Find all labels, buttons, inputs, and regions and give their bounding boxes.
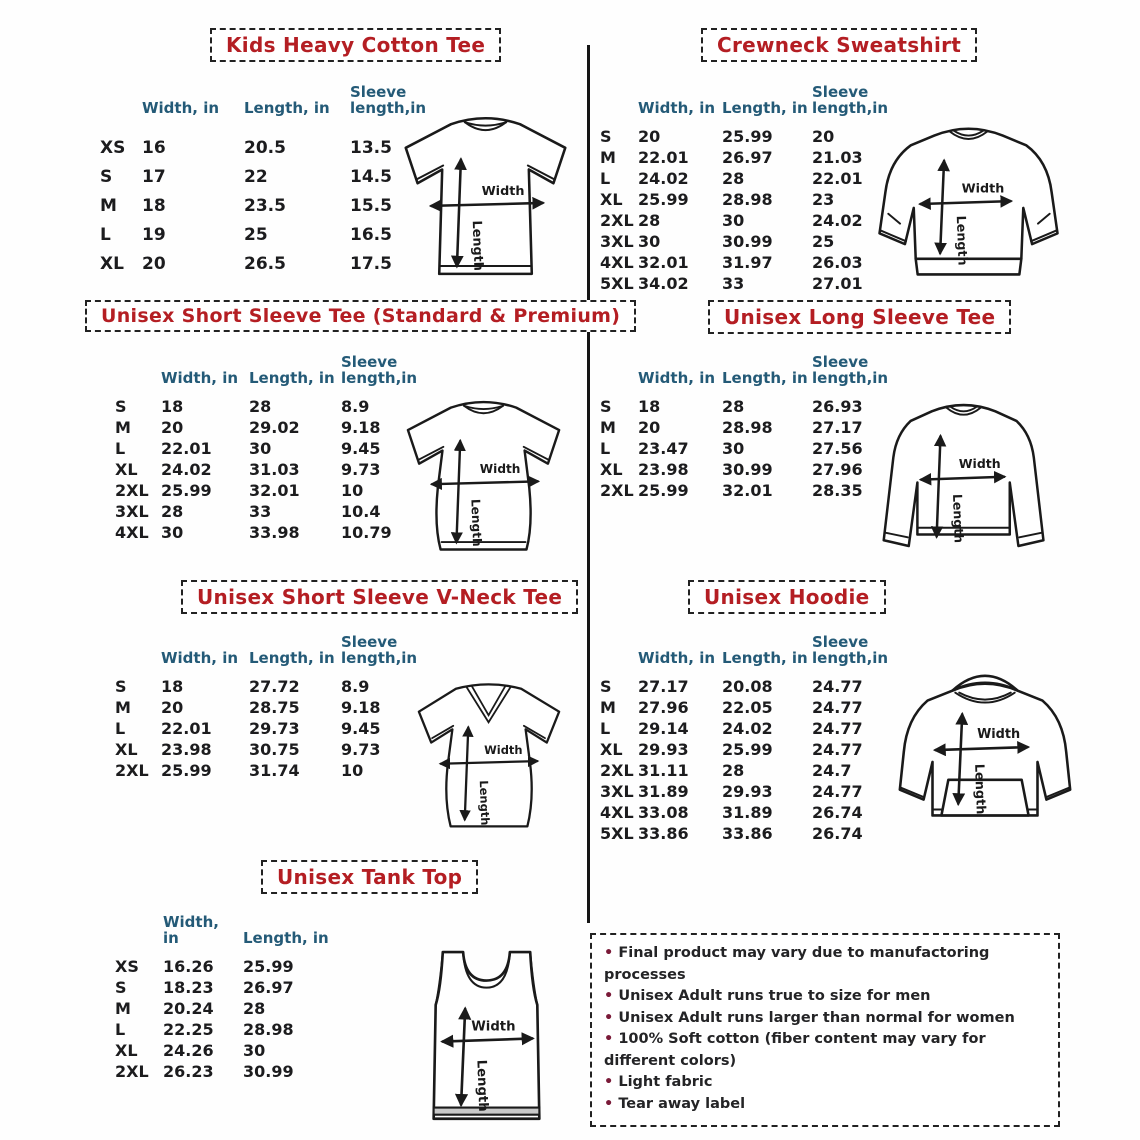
table-row bbox=[600, 696, 882, 717]
measurement-value: 22 bbox=[244, 167, 268, 187]
measurement-value: 20.08 bbox=[722, 677, 773, 696]
measurement-value: 27.96 bbox=[812, 460, 863, 479]
table-row bbox=[115, 500, 411, 521]
measurement-value: 31.89 bbox=[638, 782, 689, 801]
size-label: 3XL bbox=[115, 502, 149, 521]
measurement-value: 24.02 bbox=[161, 460, 212, 479]
measurement-value: 17.5 bbox=[350, 254, 392, 274]
column-header: Sleeve length,in bbox=[812, 353, 889, 387]
section-unisex-short-sleeve-tee bbox=[85, 300, 621, 572]
column-header: Sleeve length,in bbox=[350, 83, 427, 117]
table-row bbox=[600, 416, 882, 437]
table-row bbox=[115, 675, 411, 696]
measurement-value: 24.02 bbox=[812, 211, 863, 230]
measurement-value: 18 bbox=[161, 677, 184, 696]
measurement-value: 23.98 bbox=[161, 740, 212, 759]
size-label: XS bbox=[100, 138, 126, 158]
size-label: S bbox=[115, 978, 127, 997]
measurement-value: 16.5 bbox=[350, 225, 392, 245]
measurement-value: 27.01 bbox=[812, 274, 863, 293]
measurement-value: 10 bbox=[341, 761, 364, 780]
hoodie-illustration bbox=[881, 664, 1089, 854]
table-row bbox=[115, 1039, 339, 1060]
measurement-value: 26.97 bbox=[722, 148, 773, 167]
size-label: L bbox=[115, 719, 126, 738]
size-label: S bbox=[100, 167, 113, 187]
table-row bbox=[115, 1060, 339, 1081]
note-item: • Final product may vary due to manufactoring processes bbox=[604, 943, 1048, 986]
measurement-value: 30 bbox=[243, 1041, 266, 1060]
measurement-value: 18 bbox=[161, 397, 184, 416]
measurement-value: 25 bbox=[812, 232, 835, 251]
measurement-value: 31.89 bbox=[722, 803, 773, 822]
size-label: XL bbox=[115, 740, 138, 759]
measurement-value: 30 bbox=[638, 232, 661, 251]
measurement-value: 18.23 bbox=[163, 978, 214, 997]
section-title: Unisex Short Sleeve V-Neck Tee bbox=[197, 585, 563, 609]
column-divider bbox=[587, 45, 590, 923]
size-table bbox=[600, 628, 889, 843]
measurement-value: 9.18 bbox=[341, 698, 381, 717]
size-label: M bbox=[600, 698, 616, 717]
table-row bbox=[115, 717, 411, 738]
size-label: 2XL bbox=[115, 481, 149, 500]
table-row bbox=[115, 976, 339, 997]
size-table bbox=[115, 348, 418, 542]
measurement-value: 27.96 bbox=[638, 698, 689, 717]
measurement-value: 22.01 bbox=[638, 148, 689, 167]
measurement-value: 16 bbox=[142, 138, 166, 158]
table-row bbox=[600, 717, 882, 738]
table-row bbox=[115, 955, 339, 976]
width-arrow-label: Width bbox=[484, 743, 523, 758]
table-header-row bbox=[115, 348, 418, 387]
size-label: 4XL bbox=[600, 253, 634, 272]
width-arrow-label: Width bbox=[471, 1019, 516, 1035]
measurement-value: 20 bbox=[161, 698, 184, 717]
measurement-value: 20 bbox=[142, 254, 166, 274]
column-header: Sleeve length,in bbox=[812, 633, 889, 667]
column-header: Width, in bbox=[638, 649, 716, 667]
measurement-value: 29.73 bbox=[249, 719, 300, 738]
note-item: • 100% Soft cotton (fiber content may vary for different colors) bbox=[604, 1029, 1048, 1072]
column-header: Sleeve length,in bbox=[341, 353, 418, 387]
section-unisex-v-neck-tee bbox=[85, 580, 585, 852]
measurement-value: 33.08 bbox=[638, 803, 689, 822]
measurement-value: 15.5 bbox=[350, 196, 392, 216]
column-header: Sleeve length,in bbox=[812, 83, 889, 117]
measurement-value: 21.03 bbox=[812, 148, 863, 167]
measurement-value: 10.79 bbox=[341, 523, 392, 542]
measurement-value: 23 bbox=[812, 190, 835, 209]
measurement-value: 29.93 bbox=[638, 740, 689, 759]
section-title-box bbox=[181, 580, 578, 614]
table-row bbox=[115, 738, 411, 759]
measurement-value: 10 bbox=[341, 481, 364, 500]
table-row bbox=[115, 521, 411, 542]
measurement-value: 33.86 bbox=[638, 824, 689, 843]
table-row bbox=[600, 801, 882, 822]
measurement-value: 28.98 bbox=[722, 190, 773, 209]
tank-top-illustration bbox=[417, 946, 557, 1134]
measurement-value: 24.77 bbox=[812, 740, 863, 759]
table-row bbox=[100, 216, 436, 245]
table-header-row bbox=[600, 348, 889, 387]
note-item: • Unisex Adult runs larger than normal for women bbox=[604, 1008, 1048, 1030]
measurement-value: 29.02 bbox=[249, 418, 300, 437]
measurement-value: 28 bbox=[722, 169, 745, 188]
size-label: 2XL bbox=[115, 1062, 149, 1081]
size-label: L bbox=[115, 1020, 126, 1039]
size-label: 2XL bbox=[115, 761, 149, 780]
column-header: Sleeve length,in bbox=[341, 633, 418, 667]
note-item: • Unisex Adult runs true to size for men bbox=[604, 986, 1048, 1008]
measurement-value: 27.17 bbox=[812, 418, 863, 437]
measurement-value: 26.97 bbox=[243, 978, 294, 997]
measurement-value: 25.99 bbox=[638, 481, 689, 500]
width-arrow-label: Width bbox=[481, 184, 525, 200]
size-label: S bbox=[115, 397, 127, 416]
size-table bbox=[115, 908, 339, 1081]
size-table bbox=[100, 78, 436, 274]
length-arrow-label: Length bbox=[468, 220, 486, 272]
section-title-box bbox=[688, 580, 886, 614]
measurement-value: 28.75 bbox=[249, 698, 300, 717]
measurement-value: 30.99 bbox=[243, 1062, 294, 1081]
section-title: Unisex Long Sleeve Tee bbox=[724, 305, 996, 329]
measurement-value: 8.9 bbox=[341, 397, 370, 416]
width-arrow-label: Width bbox=[958, 456, 1001, 472]
column-header: Width, in bbox=[638, 369, 716, 387]
measurement-value: 9.18 bbox=[341, 418, 381, 437]
size-label: 3XL bbox=[600, 232, 634, 251]
table-row bbox=[600, 822, 882, 843]
measurement-value: 27.56 bbox=[812, 439, 863, 458]
table-row bbox=[115, 479, 411, 500]
size-label: XL bbox=[600, 190, 623, 209]
column-header: Length, in bbox=[722, 99, 808, 117]
measurement-value: 26.74 bbox=[812, 803, 863, 822]
measurement-value: 27.72 bbox=[249, 677, 300, 696]
column-header: Width, in bbox=[161, 649, 239, 667]
section-title: Kids Heavy Cotton Tee bbox=[226, 33, 486, 57]
size-label: 4XL bbox=[600, 803, 634, 822]
measurement-value: 25.99 bbox=[243, 957, 294, 976]
measurement-value: 20.5 bbox=[244, 138, 286, 158]
size-label: XL bbox=[100, 254, 124, 274]
table-header-row bbox=[115, 908, 339, 946]
table-row bbox=[600, 759, 882, 780]
measurement-value: 33.98 bbox=[249, 523, 300, 542]
measurement-value: 8.9 bbox=[341, 677, 370, 696]
size-label: S bbox=[600, 397, 612, 416]
length-arrow-label: Length bbox=[949, 493, 967, 544]
measurement-value: 33 bbox=[722, 274, 745, 293]
measurement-value: 13.5 bbox=[350, 138, 392, 158]
size-label: 4XL bbox=[115, 523, 149, 542]
size-label: M bbox=[600, 418, 616, 437]
measurement-value: 17 bbox=[142, 167, 166, 187]
section-title-box bbox=[708, 300, 1011, 334]
size-label: L bbox=[100, 225, 111, 245]
measurement-value: 30 bbox=[249, 439, 272, 458]
width-arrow-label: Width bbox=[479, 461, 521, 476]
measurement-value: 26.5 bbox=[244, 254, 286, 274]
table-row bbox=[600, 437, 882, 458]
section-kids-heavy-cotton-tee bbox=[90, 28, 585, 296]
section-title: Unisex Hoodie bbox=[704, 585, 870, 609]
measurement-value: 22.05 bbox=[722, 698, 773, 717]
measurement-value: 28 bbox=[249, 397, 272, 416]
table-row bbox=[600, 167, 882, 188]
measurement-value: 9.73 bbox=[341, 460, 381, 479]
table-row bbox=[600, 251, 882, 272]
size-label: XL bbox=[600, 740, 623, 759]
measurement-value: 31.97 bbox=[722, 253, 773, 272]
table-row bbox=[100, 245, 436, 274]
length-arrow-label: Length bbox=[468, 498, 485, 547]
measurement-value: 28.35 bbox=[812, 481, 863, 500]
column-header: Length, in bbox=[249, 369, 335, 387]
measurement-value: 24.77 bbox=[812, 698, 863, 717]
measurement-value: 20 bbox=[638, 127, 661, 146]
size-label: 2XL bbox=[600, 761, 634, 780]
column-header: Length, in bbox=[243, 929, 329, 947]
size-label: 5XL bbox=[600, 274, 634, 293]
size-label: 2XL bbox=[600, 481, 634, 500]
measurement-value: 23.47 bbox=[638, 439, 689, 458]
measurement-value: 28.98 bbox=[243, 1020, 294, 1039]
measurement-value: 25.99 bbox=[638, 190, 689, 209]
section-title: Crewneck Sweatshirt bbox=[717, 33, 962, 57]
section-title-box bbox=[701, 28, 977, 62]
measurement-value: 24.77 bbox=[812, 782, 863, 801]
table-row bbox=[600, 125, 882, 146]
table-row bbox=[600, 675, 882, 696]
table-row bbox=[600, 146, 882, 167]
size-label: S bbox=[115, 677, 127, 696]
width-arrow-label: Width bbox=[961, 180, 1005, 196]
measurement-value: 23.5 bbox=[244, 196, 286, 216]
measurement-value: 9.45 bbox=[341, 719, 381, 738]
table-header-row bbox=[600, 628, 889, 667]
measurement-value: 25 bbox=[244, 225, 268, 245]
size-label: L bbox=[600, 169, 611, 188]
table-header-row bbox=[100, 78, 436, 116]
measurement-value: 22.25 bbox=[163, 1020, 214, 1039]
size-table bbox=[600, 348, 889, 500]
size-label: XS bbox=[115, 957, 139, 976]
table-row bbox=[600, 738, 882, 759]
size-label: 5XL bbox=[600, 824, 634, 843]
table-row bbox=[115, 696, 411, 717]
measurement-value: 20 bbox=[161, 418, 184, 437]
table-row bbox=[115, 437, 411, 458]
measurement-value: 10.4 bbox=[341, 502, 381, 521]
measurement-value: 25.99 bbox=[161, 761, 212, 780]
column-header: Width, in bbox=[161, 369, 239, 387]
notes-list bbox=[604, 943, 1048, 1115]
notes-box bbox=[590, 933, 1060, 1127]
measurement-value: 31.74 bbox=[249, 761, 300, 780]
section-title-box bbox=[261, 860, 478, 894]
measurement-value: 28 bbox=[722, 761, 745, 780]
size-label: XL bbox=[600, 460, 623, 479]
measurement-value: 20.24 bbox=[163, 999, 214, 1018]
table-row bbox=[115, 997, 339, 1018]
note-item: • Tear away label bbox=[604, 1094, 1048, 1116]
size-label: XL bbox=[115, 1041, 138, 1060]
measurement-value: 31.03 bbox=[249, 460, 300, 479]
column-header: Width, in bbox=[163, 913, 219, 947]
size-label: M bbox=[115, 698, 131, 717]
size-label: L bbox=[600, 439, 611, 458]
measurement-value: 34.02 bbox=[638, 274, 689, 293]
measurement-value: 18 bbox=[638, 397, 661, 416]
size-label: 2XL bbox=[600, 211, 634, 230]
column-header: Length, in bbox=[244, 99, 330, 117]
table-row bbox=[115, 759, 411, 780]
table-row bbox=[100, 187, 436, 216]
column-header: Width, in bbox=[638, 99, 716, 117]
measurement-value: 24.26 bbox=[163, 1041, 214, 1060]
size-label: 3XL bbox=[600, 782, 634, 801]
table-header-row bbox=[600, 78, 889, 117]
table-row bbox=[600, 230, 882, 251]
note-item: • Light fabric bbox=[604, 1072, 1048, 1094]
measurement-value: 26.23 bbox=[163, 1062, 214, 1081]
table-row bbox=[600, 209, 882, 230]
measurement-value: 23.98 bbox=[638, 460, 689, 479]
measurement-value: 24.7 bbox=[812, 761, 852, 780]
measurement-value: 24.77 bbox=[812, 677, 863, 696]
column-header: Length, in bbox=[722, 649, 808, 667]
section-title: Unisex Tank Top bbox=[277, 865, 463, 889]
size-label: M bbox=[115, 999, 131, 1018]
size-label: M bbox=[100, 196, 117, 216]
measurement-value: 29.14 bbox=[638, 719, 689, 738]
measurement-value: 30.99 bbox=[722, 460, 773, 479]
measurement-value: 20 bbox=[638, 418, 661, 437]
measurement-value: 24.02 bbox=[638, 169, 689, 188]
measurement-value: 18 bbox=[142, 196, 166, 216]
measurement-value: 20 bbox=[812, 127, 835, 146]
section-unisex-tank-top bbox=[85, 860, 585, 1138]
column-header: Width, in bbox=[142, 99, 220, 117]
section-title: Unisex Short Sleeve Tee (Standard & Premium) bbox=[101, 305, 621, 327]
measurement-value: 31.11 bbox=[638, 761, 689, 780]
measurement-value: 19 bbox=[142, 225, 166, 245]
section-title-box bbox=[85, 300, 636, 332]
measurement-value: 30.75 bbox=[249, 740, 300, 759]
section-crewneck-sweatshirt bbox=[595, 28, 1085, 296]
measurement-value: 9.45 bbox=[341, 439, 381, 458]
section-unisex-long-sleeve-tee bbox=[595, 300, 1085, 572]
measurement-value: 28 bbox=[243, 999, 266, 1018]
table-row bbox=[115, 1018, 339, 1039]
size-table bbox=[115, 628, 418, 780]
measurement-value: 33.86 bbox=[722, 824, 773, 843]
measurement-value: 16.26 bbox=[163, 957, 214, 976]
measurement-value: 32.01 bbox=[722, 481, 773, 500]
table-header-row bbox=[115, 628, 418, 667]
measurement-value: 29.93 bbox=[722, 782, 773, 801]
table-row bbox=[600, 395, 882, 416]
table-row bbox=[115, 395, 411, 416]
length-arrow-label: Length bbox=[473, 1059, 491, 1112]
table-row bbox=[600, 272, 882, 293]
column-header: Length, in bbox=[722, 369, 808, 387]
table-row bbox=[100, 158, 436, 187]
measurement-value: 33 bbox=[249, 502, 272, 521]
measurement-value: 32.01 bbox=[638, 253, 689, 272]
measurement-value: 30.99 bbox=[722, 232, 773, 251]
column-header: Length, in bbox=[249, 649, 335, 667]
vneck-tee-illustration bbox=[403, 668, 575, 848]
table-row bbox=[115, 416, 411, 437]
measurement-value: 28.98 bbox=[722, 418, 773, 437]
sweatshirt-illustration bbox=[860, 116, 1078, 294]
size-table bbox=[600, 78, 889, 293]
size-label: M bbox=[115, 418, 131, 437]
measurement-value: 30 bbox=[722, 211, 745, 230]
measurement-value: 24.02 bbox=[722, 719, 773, 738]
tshirt-illustration bbox=[393, 392, 575, 567]
measurement-value: 25.99 bbox=[722, 740, 773, 759]
tshirt-illustration bbox=[390, 110, 582, 290]
size-label: L bbox=[115, 439, 126, 458]
measurement-value: 30 bbox=[722, 439, 745, 458]
measurement-value: 32.01 bbox=[249, 481, 300, 500]
measurement-value: 26.03 bbox=[812, 253, 863, 272]
measurement-value: 30 bbox=[161, 523, 184, 542]
measurement-value: 26.74 bbox=[812, 824, 863, 843]
measurement-value: 28 bbox=[161, 502, 184, 521]
measurement-value: 22.01 bbox=[812, 169, 863, 188]
length-arrow-label: Length bbox=[953, 215, 971, 266]
section-title-box bbox=[210, 28, 501, 62]
table-row bbox=[600, 188, 882, 209]
table-row bbox=[600, 458, 882, 479]
size-label: M bbox=[600, 148, 616, 167]
measurement-value: 28 bbox=[638, 211, 661, 230]
table-row bbox=[115, 458, 411, 479]
measurement-value: 24.77 bbox=[812, 719, 863, 738]
width-arrow-label: Width bbox=[977, 727, 1021, 743]
measurement-value: 14.5 bbox=[350, 167, 392, 187]
measurement-value: 22.01 bbox=[161, 439, 212, 458]
length-arrow-label: Length bbox=[971, 763, 988, 815]
measurement-value: 9.73 bbox=[341, 740, 381, 759]
measurement-value: 25.99 bbox=[161, 481, 212, 500]
section-unisex-hoodie bbox=[595, 580, 1085, 858]
long-sleeve-tee-illustration bbox=[853, 394, 1078, 572]
measurement-value: 28 bbox=[722, 397, 745, 416]
measurement-value: 26.93 bbox=[812, 397, 863, 416]
table-row bbox=[100, 129, 436, 158]
size-label: L bbox=[600, 719, 611, 738]
size-label: XL bbox=[115, 460, 138, 479]
measurement-value: 22.01 bbox=[161, 719, 212, 738]
measurement-value: 25.99 bbox=[722, 127, 773, 146]
measurement-value: 27.17 bbox=[638, 677, 689, 696]
table-row bbox=[600, 479, 882, 500]
length-arrow-label: Length bbox=[476, 780, 493, 826]
table-row bbox=[600, 780, 882, 801]
size-label: S bbox=[600, 677, 612, 696]
size-label: S bbox=[600, 127, 612, 146]
